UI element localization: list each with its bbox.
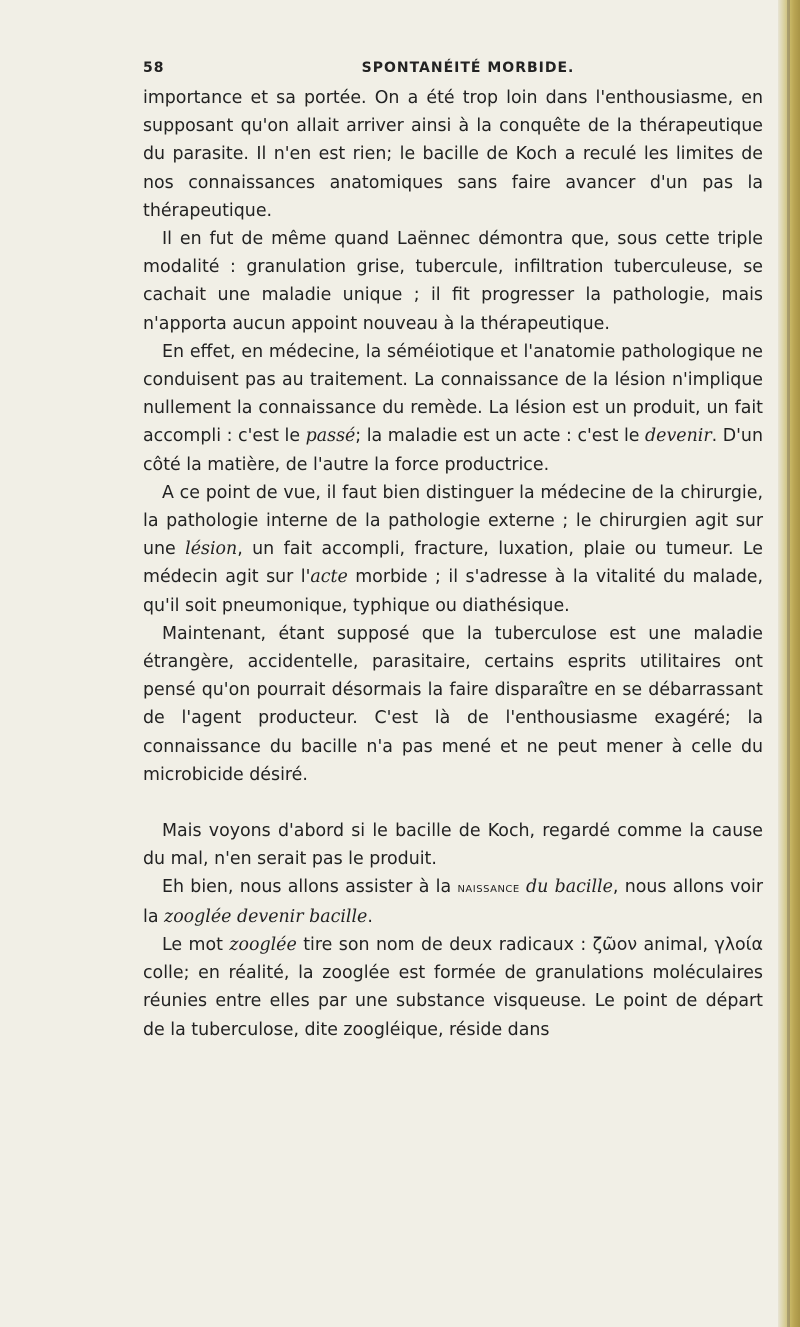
page-header — [143, 60, 763, 86]
paragraph: Le mot zooglée tire son nom de deux radicaux : ζῶον animal, γλοία colle; en réalité, la zooglée est formée de granulations moléculaires réunies entre elles par une substance visqueuse. Le point de départ de la tuberculose, dite zoogléique, réside dans — [143, 934, 764, 1040]
italic-word: acte — [310, 567, 348, 588]
italic-word: passé — [305, 426, 356, 447]
page-edge-shadow — [787, 0, 790, 1327]
italic-phrase: zooglée devenir bacille — [164, 906, 368, 927]
paragraph: Il en fut de même quand Laënnec démontra que, sous cette triple modalité : granulation grise, tubercule, infiltration tuberculeuse, se cachait une maladie unique ; il fit progresser la pathologie, mais n'apporta aucun appoint nouveau à la thérapeutique. — [143, 229, 763, 334]
paragraph: En effet, en médecine, la séméiotique et l'anatomie pathologique ne conduisent pas au traitement. La connaissance de la lésion n'implique nullement la connaissance du remède. La lésion est un produit, un fait accompli : c'est le passé; la maladie est un acte : c'est le devenir. D'un côté la matière, de l'autre la force productrice. — [143, 341, 763, 475]
body-text — [143, 84, 763, 1044]
paragraph: A ce point de vue, il faut bien distinguer la médecine de la chirurgie, la pathologie interne de la pathologie externe ; le chirurgien agit sur une lésion, un fait accompli, fracture, luxation, plaie ou tumeur. Le médecin agit sur l'acte morbide ; il s'adresse à la vitalité du malade, qu'il soit pneumonique, typhique ou diathésique. — [143, 482, 763, 616]
italic-phrase: du bacille — [526, 877, 613, 898]
greek-word: γλοία — [714, 934, 764, 955]
paragraph: importance et sa portée. On a été trop loin dans l'enthousiasme, en supposant qu'on allait arriver ainsi à la conquête de la thérapeutique du parasite. Il n'en est rien; le bacille de Koch a reculé les limites de nos connaissances anatomiques sans faire avancer d'un pas la thérapeutique. — [143, 88, 763, 221]
paragraph: Mais voyons d'abord si le bacille de Koch, regardé comme la cause du mal, n'en serait pas le produit. — [143, 821, 763, 870]
italic-word: zooglée — [229, 934, 297, 955]
greek-word: ζῶον — [592, 934, 638, 955]
paragraph: Eh bien, nous allons assister à la naissance du bacille, nous allons voir la zooglée devenir bacille. — [143, 877, 763, 927]
running-title: SPONTANÉITÉ MORBIDE. — [361, 60, 575, 76]
page-number: 58 — [143, 60, 165, 76]
italic-word: devenir — [645, 426, 712, 447]
paragraph: Maintenant, étant supposé que la tuberculose est une maladie étrangère, accidentelle, parasitaire, certains esprits utilitaires ont pensé qu'on pourrait désormais la faire disparaître en se débarrassant de l'agent producteur. C'est là de l'enthousiasme exagéré; la connaissance du bacille n'a pas mené et ne peut mener à celle du microbicide désiré. — [143, 623, 763, 785]
italic-word: lésion — [185, 539, 238, 560]
small-caps-word: naissance — [457, 880, 520, 897]
